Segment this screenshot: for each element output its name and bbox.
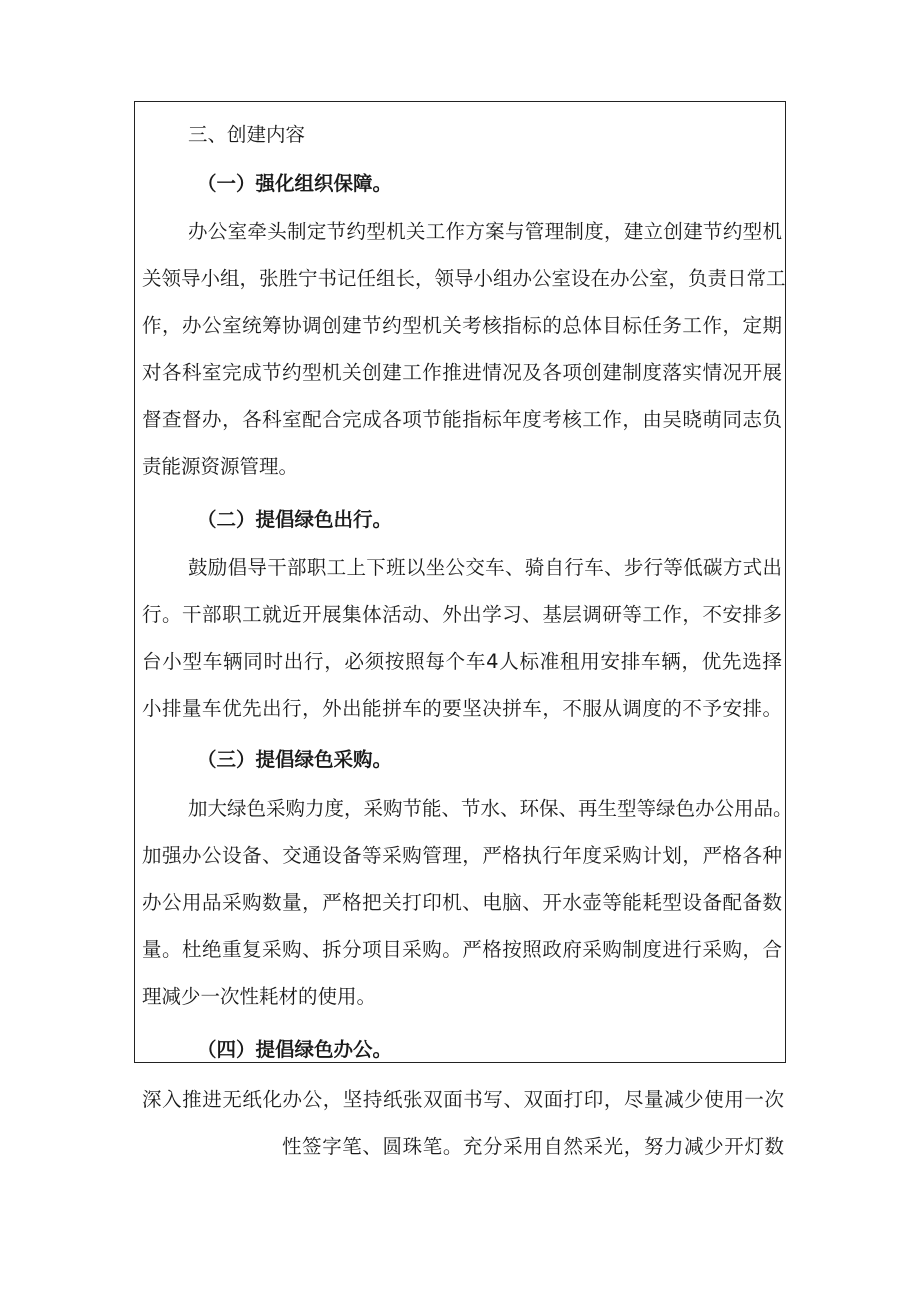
subsection-heading-4: （四）提倡绿色办公。 (197, 1038, 393, 1061)
subsection-heading-3: （三）提倡绿色采购。 (197, 748, 393, 771)
paragraph-line: 台小型车辆同时出行，必须按照每个车4人标准租用安排车辆，优先选择 (142, 650, 782, 673)
paragraph-line: 加强办公设备、交通设备等采购管理，严格执行年度采购计划，严格各种 (142, 844, 782, 867)
paragraph-line: 深入推进无纸化办公，坚持纸张双面书写、双面打印，尽量减少使用一次 (142, 1088, 784, 1111)
paragraph-line: 加大绿色采购力度，采购节能、节水、环保、再生型等绿色办公用品。 (188, 797, 793, 820)
paragraph-line: 作，办公室统筹协调创建节约型机关考核指标的总体目标任务工作，定期 (142, 314, 782, 337)
subsection-heading-1: （一）强化组织保障。 (197, 172, 393, 195)
paragraph-line: 责能源资源管理。 (142, 455, 299, 478)
paragraph-line: 量。杜绝重复采购、拆分项目采购。严格按照政府采购制度进行采购，合 (142, 938, 782, 961)
subsection-heading-2: （二）提倡绿色出行。 (197, 508, 393, 531)
paragraph-line: 理减少一次性耗材的使用。 (142, 985, 377, 1008)
paragraph-line: 鼓励倡导干部职工上下班以坐公交车、骑自行车、步行等低碳方式出 (188, 556, 782, 579)
paragraph-line: 行。干部职工就近开展集体活动、外出学习、基层调研等工作，不安排多 (142, 603, 782, 626)
section-heading: 三、创建内容 (188, 123, 306, 146)
paragraph-line: 办公用品采购数量，严格把关打印机、电脑、开水壶等能耗型设备配备数 (142, 891, 782, 914)
paragraph-line: 小排量车优先出行，外出能拼车的要坚决拼车，不服从调度的不予安排。 (142, 697, 782, 720)
paragraph-line: 关领导小组，张胜宁书记任组长，领导小组办公室设在办公室，负责日常工 (142, 267, 786, 290)
paragraph-line: 对各科室完成节约型机关创建工作推进情况及各项创建制度落实情况开展 (142, 361, 782, 384)
paragraph-line: 性签字笔、圆珠笔。充分采用自然采光，努力减少开灯数 (282, 1135, 784, 1158)
paragraph-line: 办公室牵头制定节约型机关工作方案与管理制度，建立创建节约型机 (188, 220, 782, 243)
paragraph-line: 督查督办，各科室配合完成各项节能指标年度考核工作，由吴晓萌同志负 (142, 408, 782, 431)
